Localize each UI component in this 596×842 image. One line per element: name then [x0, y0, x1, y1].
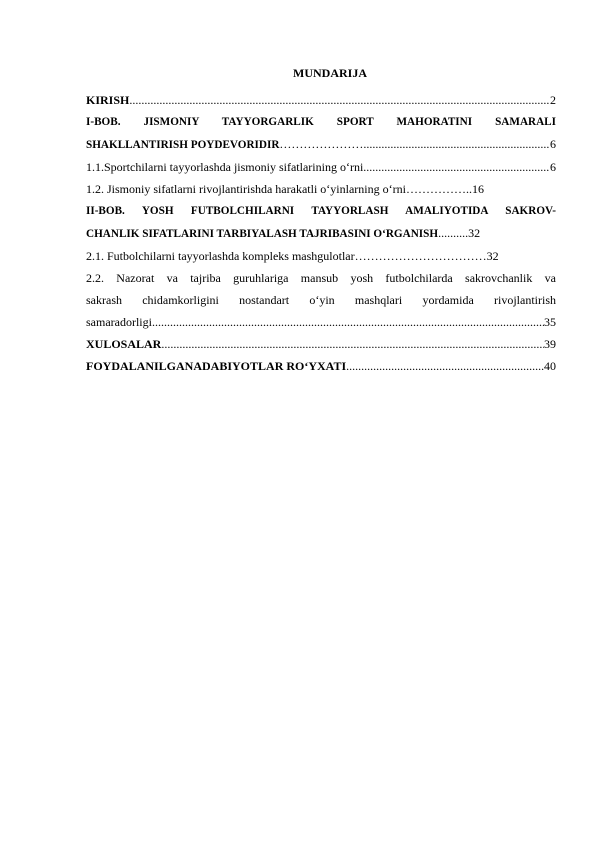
toc-page-number: 39 [544, 337, 556, 351]
dot-leader [346, 355, 544, 377]
toc-entry-conclusions[interactable] [86, 333, 556, 355]
toc-page-number: 6 [550, 160, 556, 174]
toc-entry-label: 2.1. Futbolchilarni tayyorlashda kompleks mashgulotlar [86, 249, 355, 263]
dot-leader [363, 156, 550, 178]
toc-entry-intro[interactable] [86, 89, 556, 111]
toc-entry-label: ADABIYOTLAR RO‘YXATI [193, 359, 347, 373]
toc-entry-section-1-2[interactable] [86, 178, 556, 200]
toc-entry-chapter1-line1[interactable]: I-BOB. JISMONIY TAYYORGARLIK SPORT MAHORATINI SAMARALI [86, 116, 556, 128]
toc-entry-label: FOYDALANILGAN [86, 359, 194, 373]
dot-leader [161, 333, 544, 355]
toc-entry-chapter2[interactable] [86, 222, 556, 245]
toc-page-number: 6 [550, 137, 556, 151]
toc-entry-section-2-2-line1[interactable]: 2.2. Nazorat va tajriba guruhlariga mansub yosh futbolchilarda sakrovchanlik va [86, 271, 556, 285]
toc-entry-label: CHANLIK SIFATLARINI TARBIYALASH TAJRIBASINI O‘RGANISH [86, 228, 439, 240]
toc-page-number: 40 [544, 359, 556, 373]
toc-page-number: 35 [544, 315, 556, 329]
toc-entry-section-1-1[interactable] [86, 156, 556, 178]
toc-page-number: 16 [471, 182, 484, 196]
toc-page-number: 32 [468, 226, 481, 240]
toc-entry-label: samaradorligi [86, 315, 152, 329]
toc-entry-chapter2-line1[interactable]: II-BOB. YOSH FUTBOLCHILARNI TAYYORLASH AMALIYOTIDA SAKROV- [86, 205, 556, 217]
toc-page-number: 2 [550, 93, 556, 107]
toc-entry-label: XULOSALAR [86, 337, 162, 351]
toc-entry-section-2-1[interactable] [86, 245, 556, 267]
toc-entry-label: SHAKLLANTIRISH POYDEVORIDIR [86, 139, 280, 151]
toc-entry-dots: .......... [438, 226, 469, 240]
toc-page-number: 32 [486, 249, 499, 263]
dot-leader [152, 311, 544, 333]
toc-entry-label: KIRISH [86, 93, 130, 107]
toc-entry-label: 1.1.Sportchilarni tayyorlashda jismoniy sifatlarining o‘rni [86, 160, 364, 174]
dot-leader [366, 133, 550, 155]
toc-entry-dots: …………………. [279, 137, 367, 151]
toc-entry-label: 1.2. Jismoniy sifatlarni rivojlantirishda harakatli o‘yinlarning o‘rni [86, 182, 406, 196]
toc-entry-dots: …………………………… [354, 249, 487, 263]
toc-entry-section-2-2[interactable] [86, 311, 556, 333]
toc-entry-chapter1[interactable] [86, 133, 556, 156]
table-of-contents [86, 66, 556, 377]
page-title: MUNDARIJA [293, 66, 367, 80]
toc-entry-references[interactable] [86, 355, 556, 377]
toc-entry-dots: …………….. [405, 182, 472, 196]
toc-entry-section-2-2-line2[interactable]: sakrash chidamkorligini nostandart o‘yin mashqlari yordamida rivojlantirish [86, 293, 556, 307]
dot-leader [129, 89, 550, 111]
